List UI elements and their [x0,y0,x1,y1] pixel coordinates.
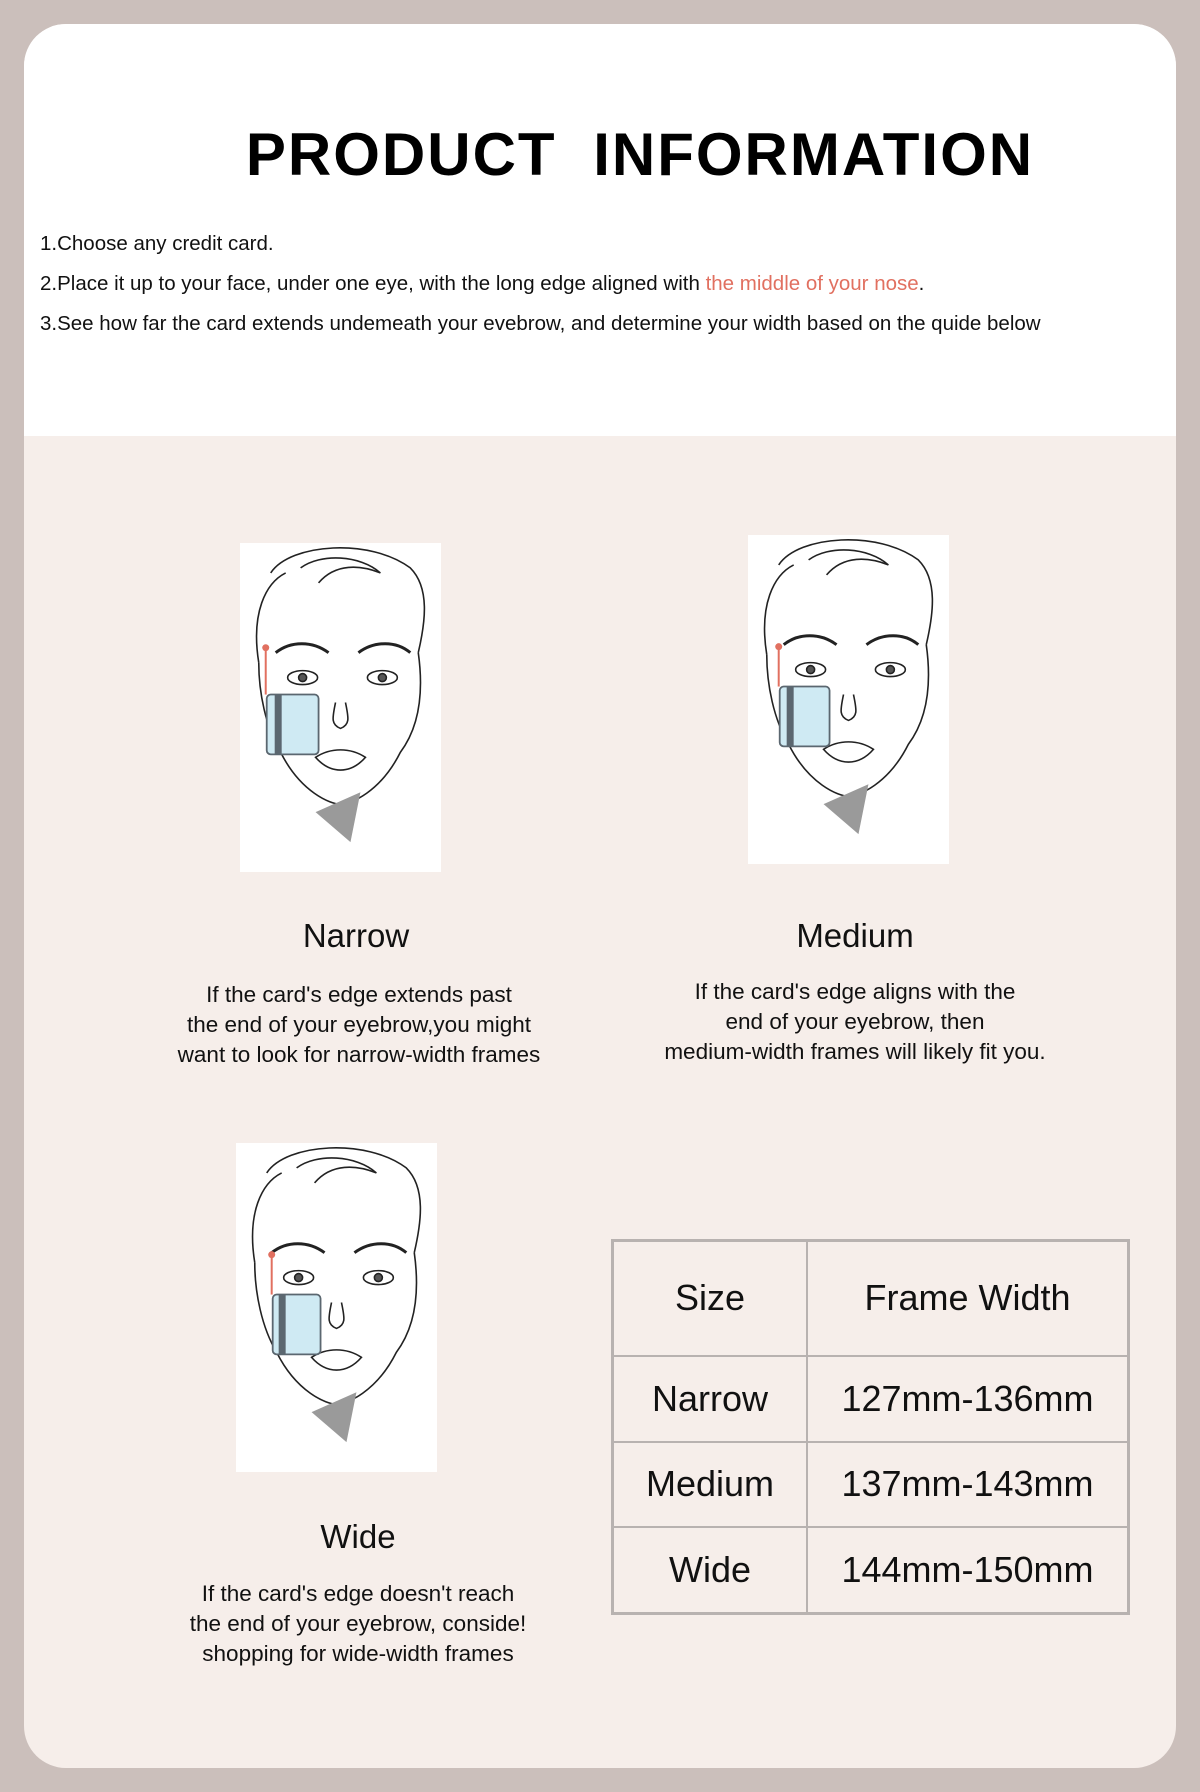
table-row [613,1527,1129,1613]
size-chart-table [611,1239,1130,1615]
step-1-text: 1.Choose any credit card. [40,232,274,255]
medium-desc-line: If the card's edge aligns with the [694,979,1016,1004]
step-2 [40,264,1170,304]
table-cell-width: 144mm-150mm [807,1527,1129,1613]
wide-desc-line: the end of your eyebrow, conside! [189,1611,527,1636]
table-cell-width: 127mm-136mm [807,1356,1129,1442]
medium-description [625,977,1085,1067]
table-row [613,1442,1129,1528]
narrow-description [129,980,589,1070]
narrow-title: Narrow [302,917,410,954]
table-cell-size: Wide [613,1527,808,1613]
instructions-section [24,24,1176,436]
medium-desc-line: medium-width frames will likely fit you. [664,1039,1046,1064]
narrow-desc-line: want to look for narrow-width frames [177,1042,541,1067]
table-cell-width: 137mm-143mm [807,1442,1129,1528]
step-2-highlight: the middle of your nose [705,272,919,295]
narrow-desc-line: If the card's edge extends past [206,982,512,1007]
face-card-illustration-icon [748,535,949,864]
medium-title: Medium [796,917,914,954]
face-card-illustration-icon [236,1143,437,1472]
medium-face-illustration [748,535,949,864]
step-3 [40,304,1170,344]
table-cell-size: Medium [613,1442,808,1528]
wide-desc-line: If the card's edge doesn't reach [201,1581,515,1606]
table-header-frame-width: Frame Width [807,1241,1129,1356]
step-1 [40,224,1170,264]
steps-list [40,224,1170,344]
wide-face-illustration [236,1143,437,1472]
table-header-row [613,1241,1129,1356]
narrow-desc-line: the end of your eyebrow,you might [187,1012,531,1037]
step-2-text: 2.Place it up to your face, under one eye, with the long edge aligned with [40,272,706,295]
wide-title: Wide [320,1518,396,1555]
wide-desc-line: shopping for wide-width frames [202,1641,514,1666]
step-3-text: 3.See how far the card extends undemeath your evebrow, and determine your width based on the quide below [40,312,1041,335]
product-info-card [24,24,1176,1768]
medium-desc-line: end of your eyebrow, then [725,1009,985,1034]
table-header-size: Size [613,1241,808,1356]
narrow-face-illustration [240,543,441,872]
step-2-suffix: . [918,272,925,295]
table-row [613,1356,1129,1442]
page-title: PRODUCT INFORMATION [245,121,1035,188]
face-card-illustration-icon [240,543,441,872]
table-cell-size: Narrow [613,1356,808,1442]
wide-description [128,1579,588,1669]
